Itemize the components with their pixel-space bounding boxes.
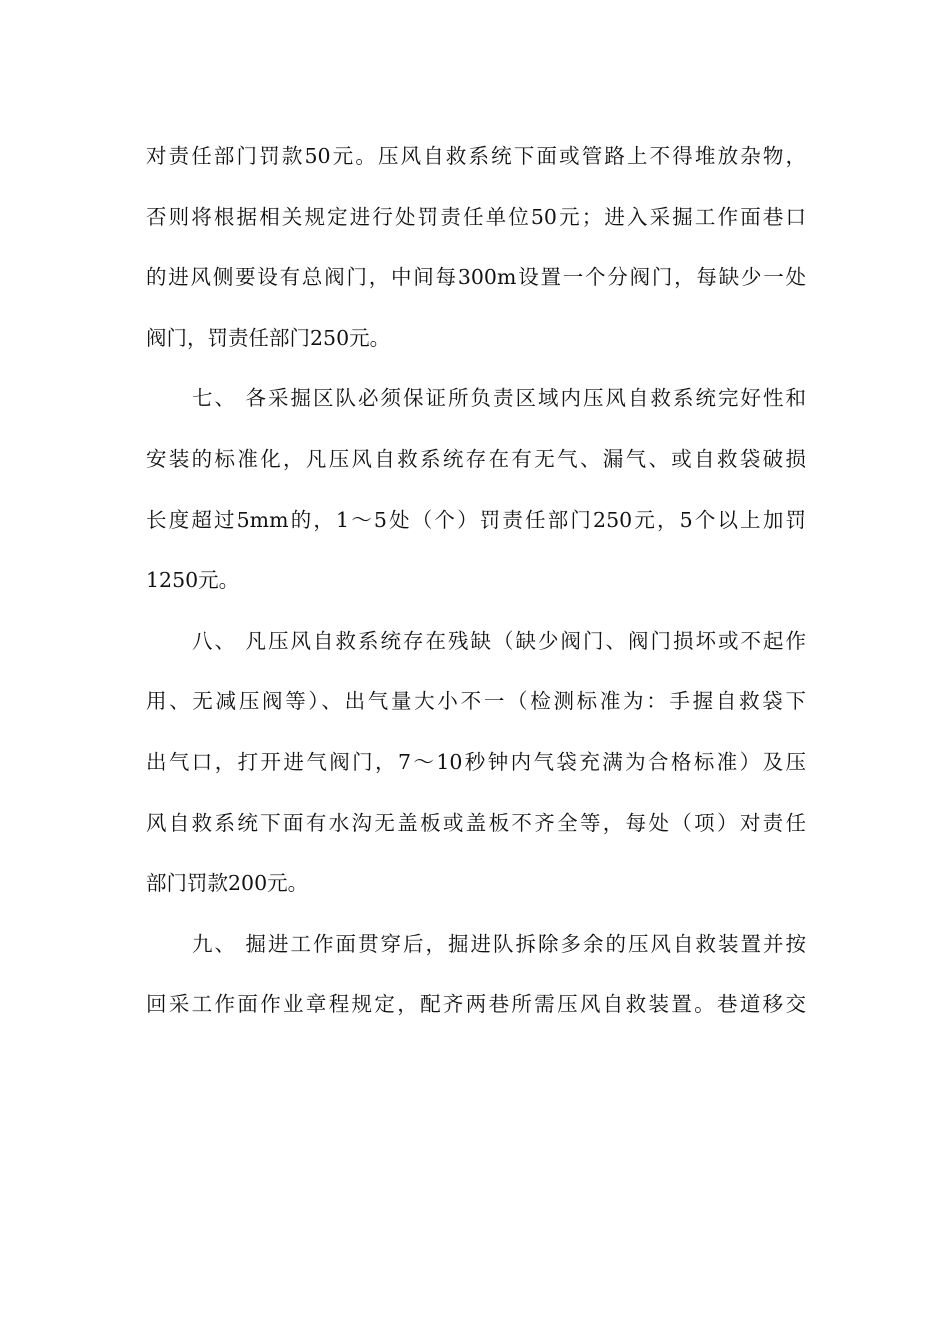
section-heading-line: 七、 各采掘区队必须保证所负责区域内压风自救系统完好性和 — [192, 386, 806, 411]
text-line: 安装的标准化，凡压风自救系统存在有无气、漏气、或自救袋破损 — [146, 446, 806, 471]
section-heading-line: 八、 凡压风自救系统存在残缺（缺少阀门、阀门损坏或不起作 — [192, 628, 806, 653]
text-line: 1250元。 — [146, 568, 240, 593]
text-line: 的进风侧要设有总阀门，中间每300m设置一个分阀门，每缺少一处 — [146, 265, 806, 290]
section-heading-line: 九、 掘进工作面贯穿后，掘进队拆除多余的压风自救装置并按 — [192, 931, 806, 956]
text-line: 长度超过5mm的，1～5处（个）罚责任部门250元，5个以上加罚 — [146, 507, 806, 532]
text-line: 对责任部门罚款50元。压风自救系统下面或管路上不得堆放杂物， — [146, 144, 806, 168]
text-line: 出气口，打开进气阀门，7～10秒钟内气袋充满为合格标准）及压 — [146, 749, 806, 774]
text-line: 用、无减压阀等）、出气量大小不一（检测标准为：手握自救袋下 — [146, 689, 806, 714]
text-line: 阀门，罚责任部门250元。 — [146, 325, 391, 350]
text-line: 否则将根据相关规定进行处罚责任单位50元；进入采掘工作面巷口 — [146, 204, 806, 229]
text-line: 部门罚款200元。 — [146, 871, 309, 896]
text-line: 回采工作面作业章程规定，配齐两巷所需压风自救装置。巷道移交 — [146, 992, 806, 1017]
text-line: 风自救系统下面有水沟无盖板或盖板不齐全等，每处（项）对责任 — [146, 810, 806, 835]
body-text — [146, 126, 806, 1035]
